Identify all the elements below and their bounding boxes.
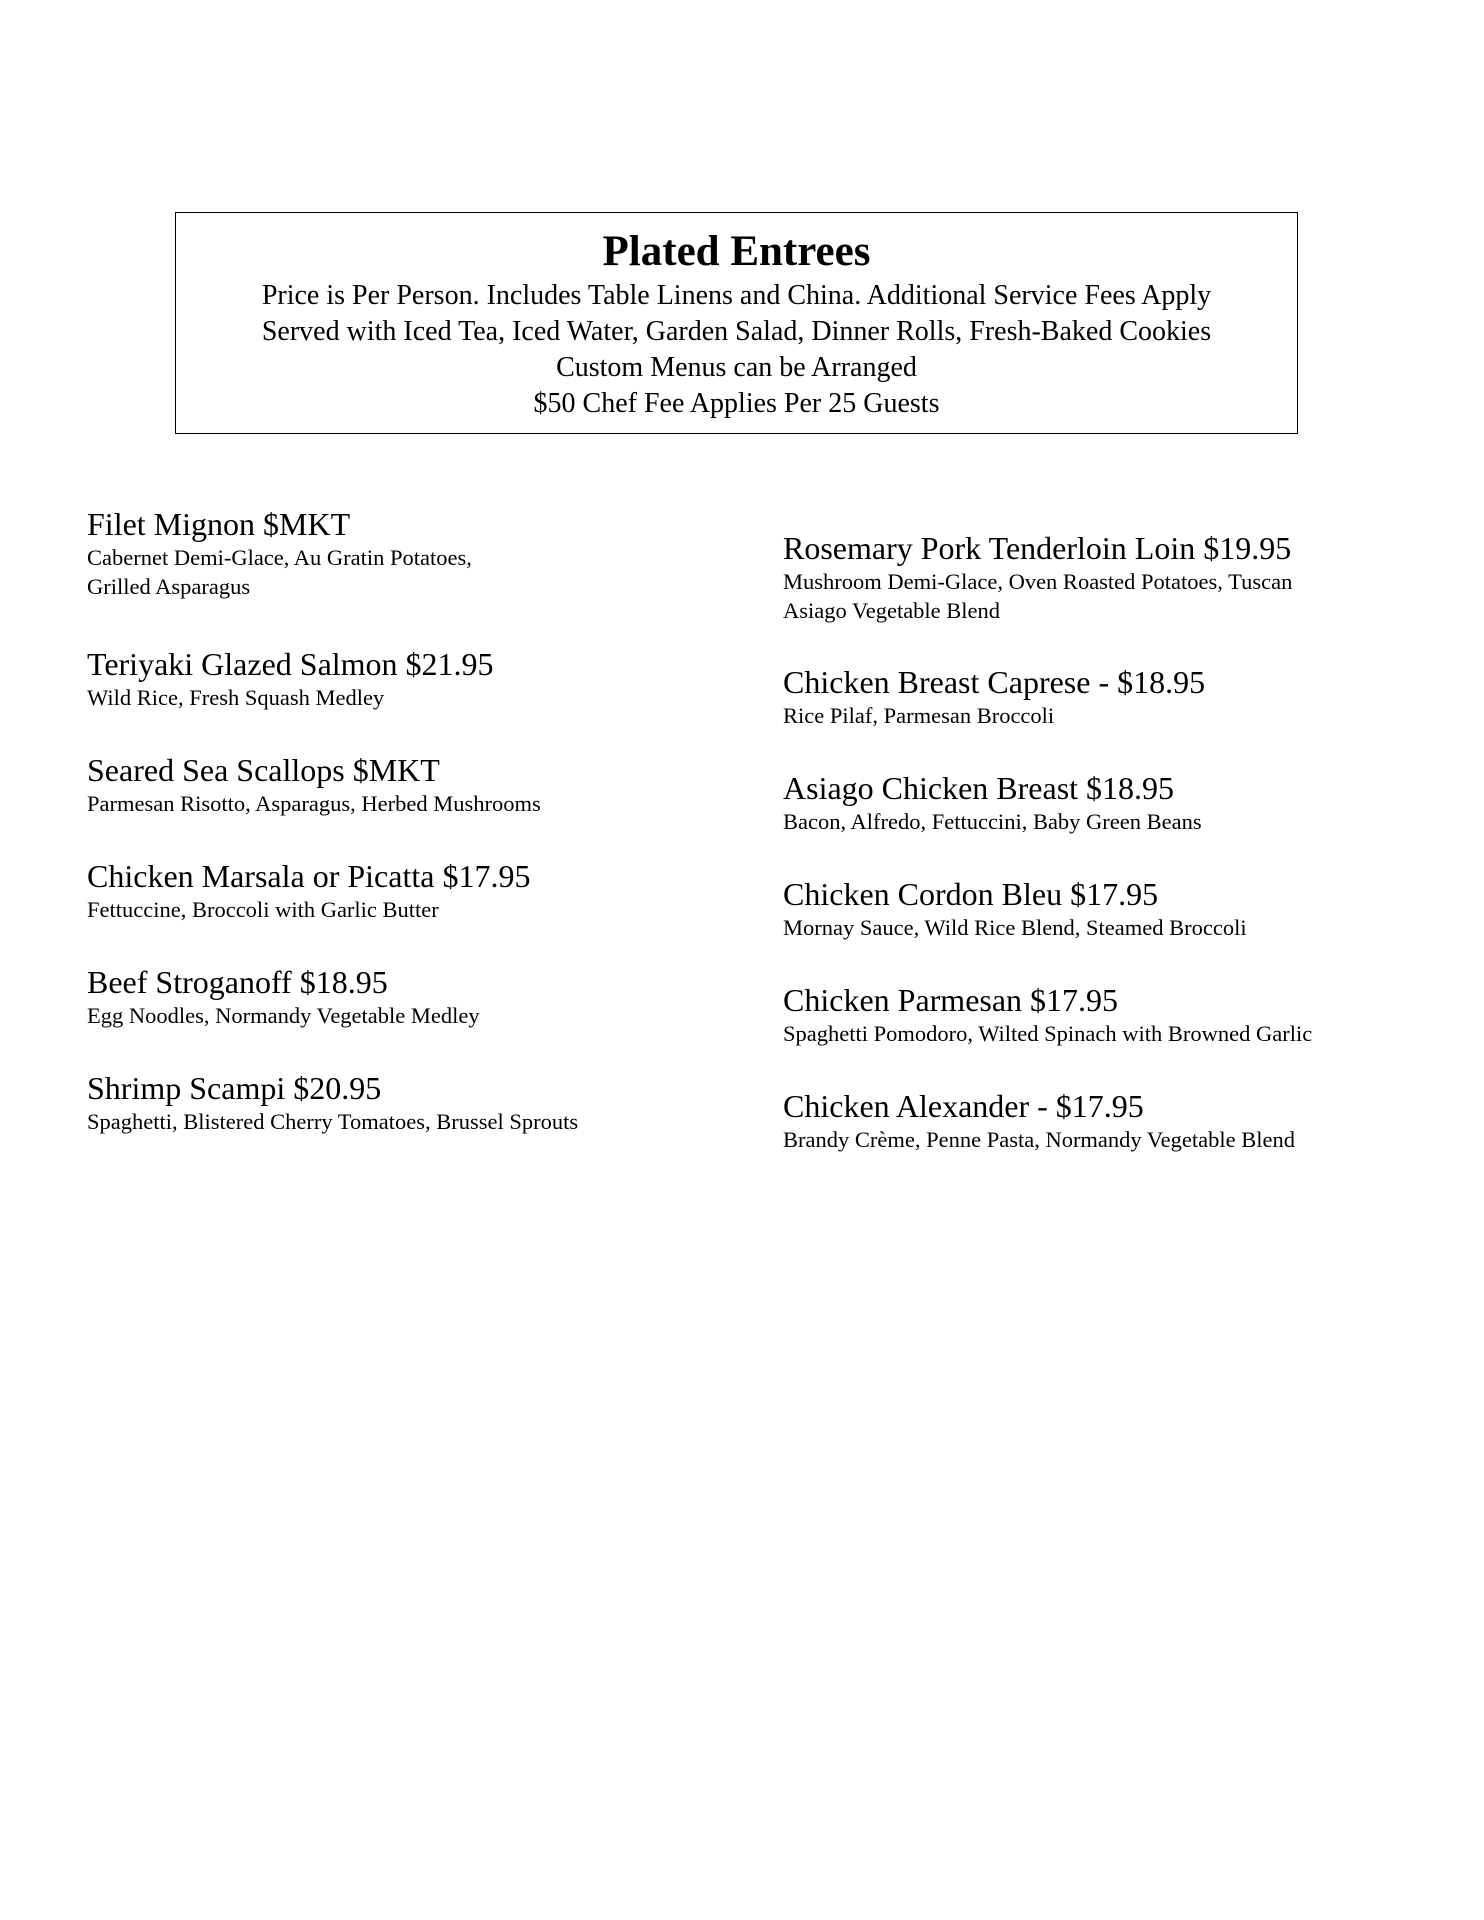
entree-item: [783, 875, 1423, 981]
entree-description: Cabernet Demi-Glace, Au Gratin Potatoes,: [87, 545, 472, 570]
entree-description: Brandy Crème, Penne Pasta, Normandy Vegetable Blend: [783, 1127, 1295, 1152]
entree-name: Teriyaki Glazed Salmon $21.95: [87, 646, 494, 682]
entree-name: Chicken Parmesan $17.95: [783, 982, 1119, 1018]
entree-description: Egg Noodles, Normandy Vegetable Medley: [87, 1003, 480, 1028]
page-title: Plated Entrees: [602, 228, 871, 275]
entree-description: Bacon, Alfredo, Fettuccini, Baby Green Beans: [783, 809, 1202, 834]
included-items-note: Served with Iced Tea, Iced Water, Garden Salad, Dinner Rolls, Fresh-Baked Cookies: [261, 316, 1212, 347]
entree-item: [87, 645, 727, 751]
entree-description: Wild Rice, Fresh Squash Medley: [87, 685, 385, 710]
entree-name: Chicken Breast Caprese - $18.95: [783, 664, 1206, 700]
entree-list-right: [783, 529, 1423, 1193]
entree-item: [783, 981, 1423, 1087]
chef-fee-note: $50 Chef Fee Applies Per 25 Guests: [533, 388, 940, 419]
header-box: [175, 212, 1298, 434]
entree-item: [87, 857, 727, 963]
entree-name: Asiago Chicken Breast $18.95: [783, 770, 1175, 806]
entree-description: Spaghetti, Blistered Cherry Tomatoes, Brussel Sprouts: [87, 1109, 579, 1134]
entree-item: [783, 529, 1423, 663]
custom-menu-note: Custom Menus can be Arranged: [556, 352, 917, 383]
entree-name: Chicken Cordon Bleu $17.95: [783, 876, 1159, 912]
entree-item: [87, 963, 727, 1069]
entree-description: Mushroom Demi-Glace, Oven Roasted Potatoes, Tuscan: [783, 569, 1293, 594]
entree-description: Rice Pilaf, Parmesan Broccoli: [783, 703, 1055, 728]
entree-name: Chicken Marsala or Picatta $17.95: [87, 858, 531, 894]
entree-description: Spaghetti Pomodoro, Wilted Spinach with Browned Garlic: [783, 1021, 1313, 1046]
entree-item: [783, 1087, 1423, 1193]
entree-description: Parmesan Risotto, Asparagus, Herbed Mushrooms: [87, 791, 541, 816]
entree-item: [87, 751, 727, 857]
entree-item: [783, 663, 1423, 769]
header-notes: [176, 278, 1297, 422]
entree-description: Asiago Vegetable Blend: [783, 598, 1001, 623]
entree-list-left: [87, 505, 727, 1175]
entree-name: Shrimp Scampi $20.95: [87, 1070, 382, 1106]
entree-description: Grilled Asparagus: [87, 574, 251, 599]
entree-name: Seared Sea Scallops $MKT: [87, 752, 440, 788]
entree-item: [783, 769, 1423, 875]
entree-description: Mornay Sauce, Wild Rice Blend, Steamed Broccoli: [783, 915, 1247, 940]
entree-description: Fettuccine, Broccoli with Garlic Butter: [87, 897, 439, 922]
entree-name: Rosemary Pork Tenderloin Loin $19.95: [783, 530, 1292, 566]
entree-name: Beef Stroganoff $18.95: [87, 964, 388, 1000]
entree-item: [87, 1069, 727, 1175]
entree-item: [87, 505, 727, 645]
pricing-note: Price is Per Person. Includes Table Linens and China. Additional Service Fees Apply: [261, 280, 1212, 311]
entree-name: Chicken Alexander - $17.95: [783, 1088, 1144, 1124]
entree-name: Filet Mignon $MKT: [87, 506, 351, 542]
